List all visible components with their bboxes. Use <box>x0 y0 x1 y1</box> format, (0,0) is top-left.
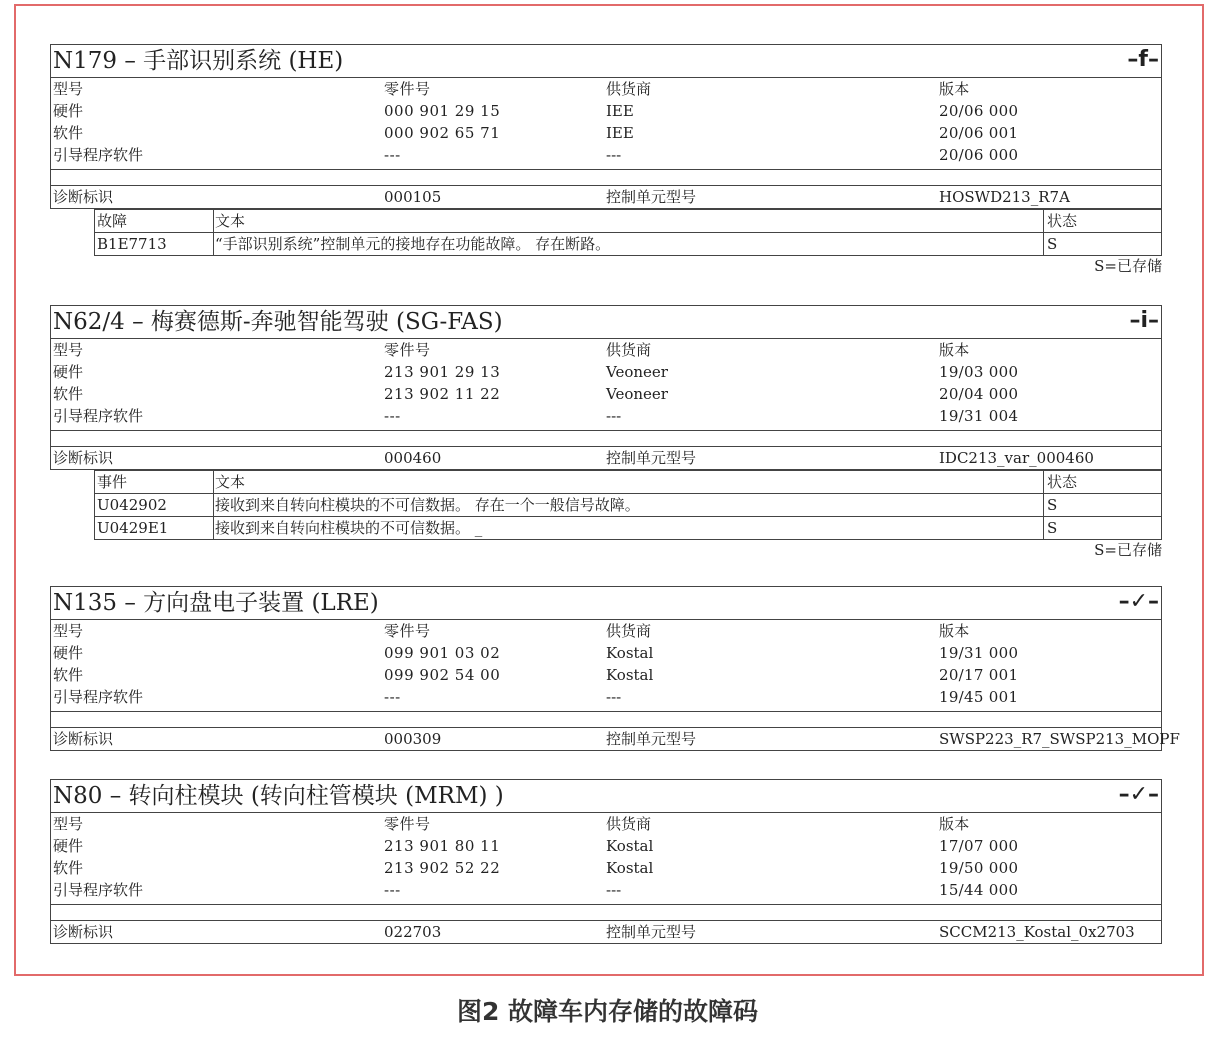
header-part: 零件号 <box>384 815 431 833</box>
module-info-table <box>50 620 1162 712</box>
header-version: 版本 <box>939 815 970 833</box>
diag-value: 000460 <box>384 449 442 467</box>
fault-row <box>95 232 1161 255</box>
row-supplier: --- <box>606 688 622 706</box>
header-type: 型号 <box>53 815 84 833</box>
row-part: --- <box>384 881 401 899</box>
info-header-row <box>51 339 1161 361</box>
fault-status: S <box>1047 496 1058 514</box>
header-supplier: 供货商 <box>606 80 652 98</box>
row-label: 引导程序软件 <box>53 407 144 425</box>
info-row-software <box>51 122 1161 144</box>
fault-text: 接收到来自转向柱模块的不可信数据。 存在一个一般信号故障。 <box>215 496 640 514</box>
info-header-row <box>51 620 1161 642</box>
header-type: 型号 <box>53 341 84 359</box>
check-icon: –✓– <box>1118 589 1159 614</box>
spacer <box>50 905 1162 920</box>
module-title: N80 – 转向柱模块 (转向柱管模块 (MRM) ) <box>53 783 504 809</box>
row-part: --- <box>384 407 401 425</box>
row-part: 099 901 03 02 <box>384 644 501 662</box>
module-n80 <box>50 779 1162 944</box>
row-version: 17/07 000 <box>939 837 1019 855</box>
row-supplier: Kostal <box>606 837 654 855</box>
row-supplier: IEE <box>606 102 634 120</box>
row-part: 213 901 29 13 <box>384 363 501 381</box>
info-row-software <box>51 857 1161 879</box>
spacer <box>50 431 1162 446</box>
row-label: 软件 <box>53 385 84 403</box>
diag-row <box>50 920 1162 944</box>
fault-text: 接收到来自转向柱模块的不可信数据。 _ <box>215 519 483 537</box>
row-version: 19/45 001 <box>939 688 1019 706</box>
cu-type-value: IDC213_var_000460 <box>939 449 1094 467</box>
row-label: 软件 <box>53 859 84 877</box>
diag-label: 诊断标识 <box>53 449 114 467</box>
info-header-row <box>51 813 1161 835</box>
cu-type-value: SWSP223_R7_SWSP213_MOPF <box>939 730 1180 748</box>
row-part: 213 902 52 22 <box>384 859 501 877</box>
diag-label: 诊断标识 <box>53 923 114 941</box>
module-n179 <box>50 44 1162 276</box>
fault-header-status: 状态 <box>1047 212 1078 230</box>
row-version: 19/03 000 <box>939 363 1019 381</box>
diag-row <box>50 727 1180 751</box>
info-row-bootloader <box>51 879 1161 901</box>
row-version: 19/50 000 <box>939 859 1019 877</box>
fault-header-text: 文本 <box>215 473 246 491</box>
status-legend: S=已存储 <box>1094 257 1162 275</box>
fault-code: U042902 <box>97 496 167 514</box>
fault-table <box>94 209 1162 256</box>
row-part: 213 901 80 11 <box>384 837 501 855</box>
module-info-table <box>50 78 1162 170</box>
info-row-hardware <box>51 835 1161 857</box>
diag-label: 诊断标识 <box>53 730 114 748</box>
row-part: --- <box>384 146 401 164</box>
cu-type-value: HOSWD213_R7A <box>939 188 1070 206</box>
diag-value: 022703 <box>384 923 442 941</box>
row-part: --- <box>384 688 401 706</box>
info-row-hardware <box>51 642 1161 664</box>
row-label: 硬件 <box>53 837 84 855</box>
fault-header-code: 事件 <box>97 473 128 491</box>
row-label: 硬件 <box>53 102 84 120</box>
module-title-bar <box>50 305 1162 339</box>
check-icon: –✓– <box>1118 782 1159 807</box>
fault-header-row <box>95 209 1161 232</box>
module-n62-4 <box>50 305 1162 560</box>
fault-status: S <box>1047 235 1058 253</box>
cu-type-label: 控制单元型号 <box>606 449 697 467</box>
header-type: 型号 <box>53 622 84 640</box>
module-n135 <box>50 586 1180 751</box>
fault-row <box>95 493 1161 516</box>
row-label: 软件 <box>53 124 84 142</box>
cu-type-label: 控制单元型号 <box>606 923 697 941</box>
fault-code: B1E7713 <box>97 235 167 253</box>
row-label: 引导程序软件 <box>53 688 144 706</box>
row-label: 引导程序软件 <box>53 146 144 164</box>
info-row-software <box>51 383 1161 405</box>
header-supplier: 供货商 <box>606 622 652 640</box>
spacer <box>50 170 1162 185</box>
row-supplier: Kostal <box>606 644 654 662</box>
cu-type-value: SCCM213_Kostal_0x2703 <box>939 923 1135 941</box>
module-title-bar <box>50 586 1162 620</box>
row-version: 19/31 000 <box>939 644 1019 662</box>
module-title: N135 – 方向盘电子装置 (LRE) <box>53 590 379 616</box>
cu-type-label: 控制单元型号 <box>606 730 697 748</box>
diag-row <box>50 446 1162 470</box>
event-table <box>94 470 1162 540</box>
info-row-hardware <box>51 361 1161 383</box>
row-supplier: --- <box>606 146 622 164</box>
diag-value: 000309 <box>384 730 442 748</box>
row-supplier: IEE <box>606 124 634 142</box>
row-label: 引导程序软件 <box>53 881 144 899</box>
info-row-hardware <box>51 100 1161 122</box>
module-title-bar <box>50 44 1162 78</box>
header-version: 版本 <box>939 80 970 98</box>
header-part: 零件号 <box>384 341 431 359</box>
status-f-icon: –f– <box>1127 47 1159 72</box>
fault-header-row <box>95 470 1161 493</box>
row-label: 软件 <box>53 666 84 684</box>
status-i-icon: –i– <box>1129 308 1159 333</box>
diag-label: 诊断标识 <box>53 188 114 206</box>
header-type: 型号 <box>53 80 84 98</box>
diag-row <box>50 185 1162 209</box>
row-supplier: Veoneer <box>606 363 668 381</box>
row-part: 213 902 11 22 <box>384 385 501 403</box>
fault-header-status: 状态 <box>1047 473 1078 491</box>
row-version: 19/31 004 <box>939 407 1019 425</box>
spacer <box>50 712 1162 727</box>
row-version: 15/44 000 <box>939 881 1019 899</box>
info-row-bootloader <box>51 686 1161 708</box>
fault-code: U0429E1 <box>97 519 169 537</box>
module-title: N62/4 – 梅赛德斯-奔驰智能驾驶 (SG-FAS) <box>53 309 503 335</box>
module-title: N179 – 手部识别系统 (HE) <box>53 48 344 74</box>
module-info-table <box>50 813 1162 905</box>
row-label: 硬件 <box>53 644 84 662</box>
row-supplier: --- <box>606 407 622 425</box>
diag-value: 000105 <box>384 188 442 206</box>
header-version: 版本 <box>939 622 970 640</box>
row-version: 20/06 000 <box>939 146 1019 164</box>
row-label: 硬件 <box>53 363 84 381</box>
info-row-bootloader <box>51 405 1161 427</box>
fault-status: S <box>1047 519 1058 537</box>
fault-header-code: 故障 <box>97 212 128 230</box>
fault-row <box>95 516 1161 539</box>
header-supplier: 供货商 <box>606 341 652 359</box>
row-version: 20/06 001 <box>939 124 1019 142</box>
header-version: 版本 <box>939 341 970 359</box>
info-row-software <box>51 664 1161 686</box>
row-part: 000 902 65 71 <box>384 124 501 142</box>
info-row-bootloader <box>51 144 1161 166</box>
module-info-table <box>50 339 1162 431</box>
row-supplier: Kostal <box>606 666 654 684</box>
header-part: 零件号 <box>384 80 431 98</box>
row-version: 20/17 001 <box>939 666 1019 684</box>
row-supplier: Veoneer <box>606 385 668 403</box>
module-title-bar <box>50 779 1162 813</box>
row-version: 20/04 000 <box>939 385 1019 403</box>
fault-header-text: 文本 <box>215 212 246 230</box>
row-part: 099 902 54 00 <box>384 666 501 684</box>
row-version: 20/06 000 <box>939 102 1019 120</box>
row-supplier: Kostal <box>606 859 654 877</box>
header-part: 零件号 <box>384 622 431 640</box>
row-supplier: --- <box>606 881 622 899</box>
figure-caption: 图2 故障车内存储的故障码 <box>456 997 759 1026</box>
row-part: 000 901 29 15 <box>384 102 501 120</box>
info-header-row <box>51 78 1161 100</box>
fault-text: “手部识别系统”控制单元的接地存在功能故障。 存在断路。 <box>215 235 611 253</box>
header-supplier: 供货商 <box>606 815 652 833</box>
status-legend: S=已存储 <box>1094 541 1162 559</box>
cu-type-label: 控制单元型号 <box>606 188 697 206</box>
